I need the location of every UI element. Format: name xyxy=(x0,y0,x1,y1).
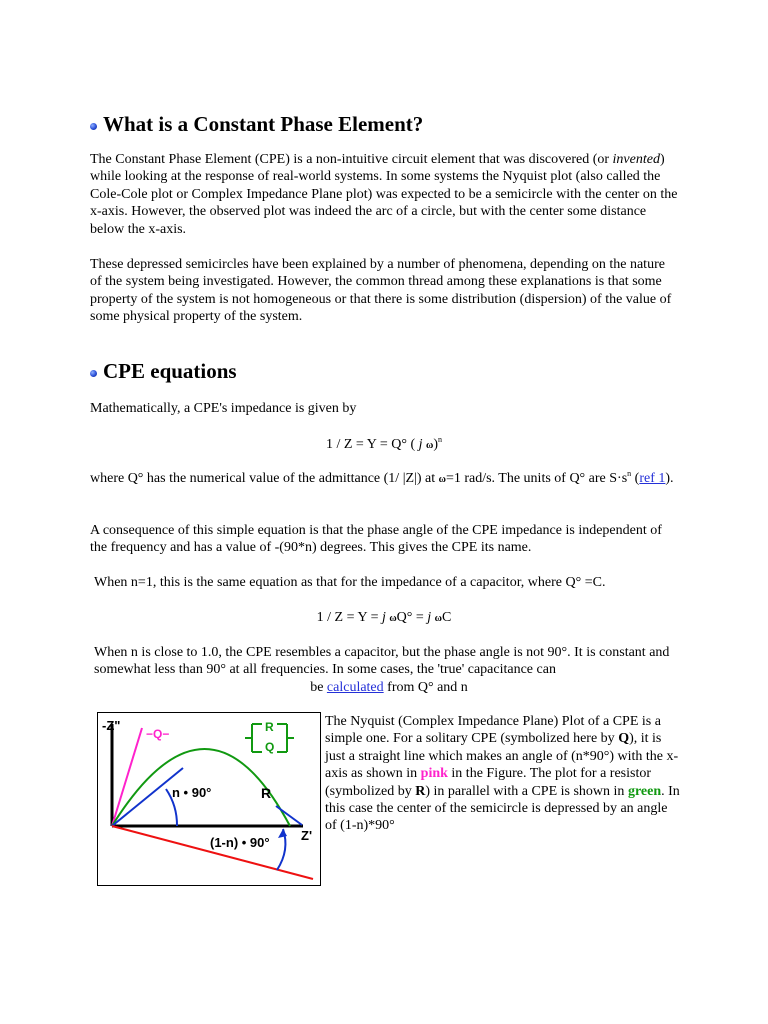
paragraph-phase-angle: A consequence of this simple equation is that the phase angle of the CPE impedance is independent of the frequency and has a value of -(90*n) degrees. This gives the CPE its name. xyxy=(90,523,662,556)
paragraph-near-capacitor: When n is close to 1.0, the CPE resembles a capacitor, but the phase angle is not 90°. It is constant and somewhat less than 90° at all frequencies. In some cases, the 'true' capacitance can be calculated from Q° and n xyxy=(94,645,670,695)
paragraph-capacitor-case: When n=1, this is the same equation as that for the impedance of a capacitor, where Q° =C. xyxy=(94,575,606,590)
ref-1-link[interactable]: ref 1 xyxy=(639,471,666,486)
section-heading-cpe-equations: CPE equations xyxy=(90,358,237,384)
calculated-link[interactable]: calculated xyxy=(326,679,384,695)
paragraph-cpe-intro: The Constant Phase Element (CPE) is a non-intuitive circuit element that was discovered (or invented) while looking at the response of real-world systems. In some systems the Nyquist plot (also called the Cole-Cole plot or Complex Impedance Plane plot) was expected to be a semicircle with the center on the x-axis. However, the observed plot was indeed the arc of a circle, but with the center some distance below the x-axis. xyxy=(90,152,678,237)
angle-n90-label: n • 90° xyxy=(172,785,212,800)
angle-1n90-label: (1-n) • 90° xyxy=(210,835,270,850)
y-axis-label: -Z" xyxy=(102,718,121,733)
nyquist-figure xyxy=(97,712,321,886)
paragraph-equation-intro: Mathematically, a CPE's impedance is given by xyxy=(90,401,357,416)
figure-caption: The Nyquist (Complex Impedance Plane) Plot of a CPE is a simple one. For a solitary CPE (symbolized here by Q), it is just a straight line which makes an angle of (n*90°) with the x-axis as shown in pink in the Figure. The plot for a resistor (symbolized by R) in parallel with a CPE is shown in green. In this case the center of the semicircle is depressed by an angle of (1-n)*90° xyxy=(325,714,680,834)
x-axis-label: Z' xyxy=(301,828,313,843)
section-heading-cpe-definition: What is a Constant Phase Element? xyxy=(90,111,423,137)
bullet-icon xyxy=(90,370,97,377)
r-label: R xyxy=(261,785,272,801)
paragraph-q-definition: where Q° has the numerical value of the admittance (1/ |Z|) at ω=1 rad/s. The units of Q° are $S\cdot s^n$ (ref 1). xyxy=(90,469,674,486)
nyquist-plot-svg xyxy=(97,712,321,886)
bullet-icon xyxy=(90,123,97,130)
paragraph-depressed-semicircles: These depressed semicircles have been explained by a number of phenomena, depending on the nature of the system being investigated. However, the common thread among these explanations is that some property of the system is not homogeneous or that there is some distribution (dispersion) of the value of some physical property of the system. xyxy=(90,257,672,325)
equation-capacitor: 1 / Z = Y = j ωQ° = j ωC xyxy=(316,610,452,625)
equation-cpe-admittance: 1 / Z = Y = Q° ( j ω)$^n$ xyxy=(325,435,443,452)
svg-text:R: R xyxy=(265,720,274,734)
q-pink-label: −Q− xyxy=(146,727,170,741)
svg-text:Q: Q xyxy=(265,740,275,754)
